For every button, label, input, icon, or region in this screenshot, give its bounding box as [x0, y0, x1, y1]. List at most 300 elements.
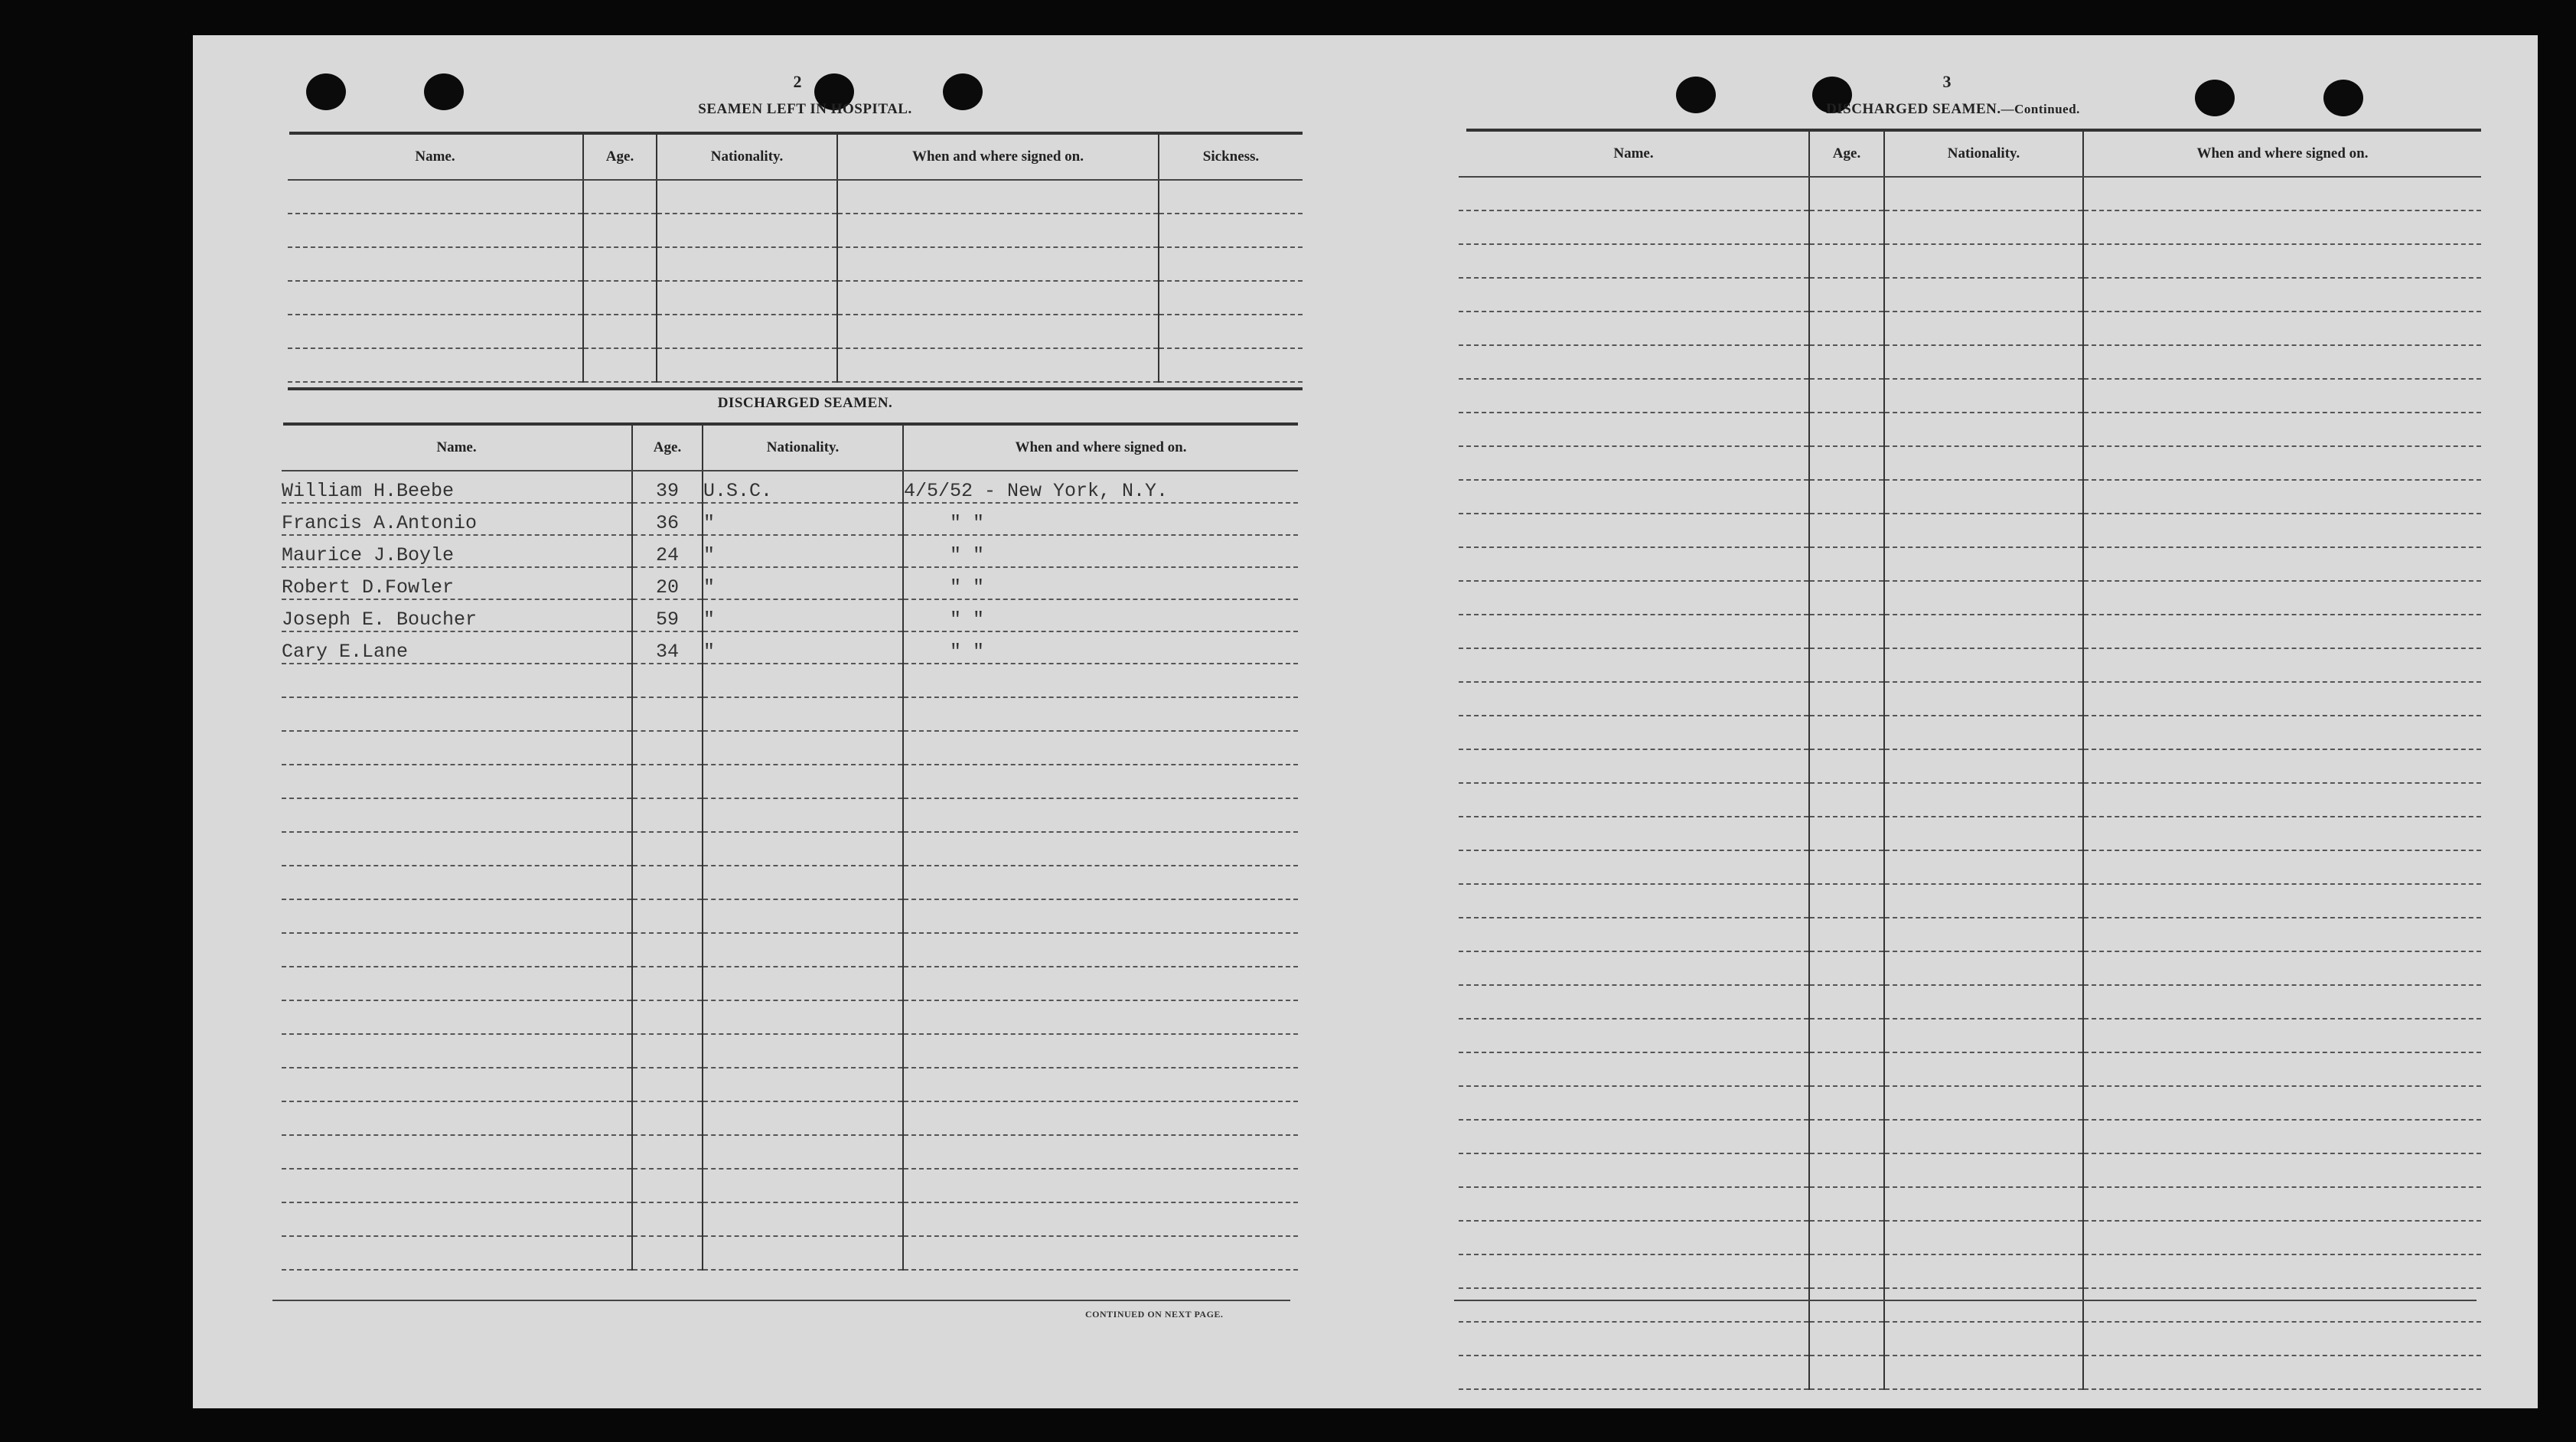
seaman-nationality: "	[703, 631, 903, 664]
blank-cell	[1884, 716, 2083, 749]
blank-cell	[1459, 177, 1809, 210]
blank-cell	[1809, 682, 1884, 716]
blank-row	[282, 967, 1298, 1000]
blank-cell	[1884, 1356, 2083, 1389]
blank-cell	[632, 798, 703, 832]
blank-cell	[1884, 749, 2083, 783]
blank-cell	[1809, 1356, 1884, 1389]
blank-row	[1459, 345, 2481, 379]
blank-cell	[1884, 581, 2083, 615]
seaman-age: 20	[632, 567, 703, 599]
col-header-name: Name.	[282, 426, 632, 471]
table-row	[282, 567, 1298, 599]
blank-cell	[282, 899, 632, 933]
blank-cell	[903, 765, 1298, 798]
blank-row	[1459, 682, 2481, 716]
blank-cell	[837, 180, 1159, 214]
blank-cell	[632, 765, 703, 798]
blank-cell	[2083, 413, 2481, 446]
blank-cell	[1809, 547, 1884, 581]
blank-row	[1459, 312, 2481, 345]
col-header-sickness: Sickness.	[1159, 135, 1303, 180]
blank-cell	[1809, 985, 1884, 1019]
blank-cell	[1459, 244, 1809, 278]
blank-cell	[1459, 514, 1809, 547]
blank-cell	[1459, 1153, 1809, 1187]
blank-cell	[1809, 1086, 1884, 1120]
discharged-section-title: DISCHARGED SEAMEN.	[717, 395, 893, 411]
blank-cell	[1884, 850, 2083, 884]
blank-cell	[1884, 480, 2083, 514]
blank-cell	[703, 1236, 903, 1270]
blank-cell	[2083, 749, 2481, 783]
col-header-nationality: Nationality.	[657, 135, 837, 180]
blank-cell	[1884, 514, 2083, 547]
blank-cell	[703, 1169, 903, 1202]
seaman-signed-on: " "	[903, 599, 1298, 631]
blank-cell	[903, 1169, 1298, 1202]
blank-row	[288, 180, 1303, 214]
seaman-name: William H.Beebe	[282, 471, 632, 503]
blank-row	[282, 832, 1298, 866]
blank-cell	[2083, 581, 2481, 615]
blank-row	[1459, 1322, 2481, 1356]
blank-cell	[2083, 648, 2481, 682]
blank-cell	[903, 1101, 1298, 1135]
blank-cell	[1459, 1288, 1809, 1322]
blank-cell	[1809, 581, 1884, 615]
blank-cell	[657, 315, 837, 348]
blank-row	[1459, 244, 2481, 278]
seaman-signed-on: " "	[903, 503, 1298, 535]
blank-cell	[1459, 210, 1809, 244]
blank-row	[1459, 1052, 2481, 1086]
blank-cell	[1884, 884, 2083, 918]
blank-cell	[1884, 244, 2083, 278]
blank-cell	[632, 933, 703, 967]
blank-cell	[2083, 345, 2481, 379]
blank-cell	[1459, 278, 1809, 312]
blank-row	[288, 348, 1303, 382]
blank-cell	[657, 348, 837, 382]
blank-cell	[282, 866, 632, 899]
blank-row	[288, 281, 1303, 315]
blank-cell	[282, 1202, 632, 1236]
blank-cell	[1459, 1086, 1809, 1120]
blank-cell	[2083, 951, 2481, 985]
blank-cell	[2083, 1288, 2481, 1322]
blank-row	[282, 933, 1298, 967]
punch-hole	[424, 73, 464, 110]
blank-cell	[1884, 985, 2083, 1019]
blank-row	[282, 899, 1298, 933]
blank-row	[282, 1000, 1298, 1034]
punch-hole	[306, 73, 346, 110]
blank-row	[282, 1135, 1298, 1169]
seaman-name: Cary E.Lane	[282, 631, 632, 664]
blank-row	[282, 1068, 1298, 1101]
blank-cell	[1809, 480, 1884, 514]
blank-row	[282, 1202, 1298, 1236]
blank-cell	[2083, 244, 2481, 278]
col-header-name: Name.	[288, 135, 583, 180]
blank-cell	[903, 1135, 1298, 1169]
blank-cell	[1459, 1019, 1809, 1052]
blank-cell	[1809, 951, 1884, 985]
blank-cell	[1459, 480, 1809, 514]
blank-cell	[1459, 413, 1809, 446]
blank-cell	[1809, 716, 1884, 749]
blank-cell	[2083, 1086, 2481, 1120]
blank-cell	[1884, 1052, 2083, 1086]
blank-cell	[282, 967, 632, 1000]
blank-cell	[703, 664, 903, 697]
hospital-table	[288, 135, 1303, 383]
blank-cell	[903, 798, 1298, 832]
seaman-age: 34	[632, 631, 703, 664]
blank-cell	[1809, 1187, 1884, 1221]
blank-cell	[1459, 951, 1809, 985]
blank-cell	[903, 697, 1298, 731]
blank-cell	[288, 214, 583, 247]
blank-cell	[703, 1202, 903, 1236]
blank-cell	[282, 798, 632, 832]
seaman-signed-on: " "	[903, 567, 1298, 599]
blank-cell	[1459, 1322, 1809, 1356]
seaman-age: 36	[632, 503, 703, 535]
blank-cell	[1809, 783, 1884, 817]
blank-cell	[1809, 918, 1884, 951]
table-row	[282, 631, 1298, 664]
blank-cell	[1459, 1221, 1809, 1254]
blank-cell	[288, 247, 583, 281]
blank-cell	[1809, 749, 1884, 783]
blank-cell	[1459, 615, 1809, 648]
blank-cell	[282, 731, 632, 765]
blank-cell	[1884, 177, 2083, 210]
blank-cell	[903, 832, 1298, 866]
blank-cell	[2083, 278, 2481, 312]
blank-cell	[1159, 315, 1303, 348]
col-header-signed-on: When and where signed on.	[903, 426, 1298, 471]
blank-row	[1459, 716, 2481, 749]
blank-cell	[2083, 1120, 2481, 1153]
blank-cell	[2083, 850, 2481, 884]
blank-cell	[583, 214, 657, 247]
blank-cell	[583, 315, 657, 348]
blank-cell	[903, 1000, 1298, 1034]
blank-row	[1459, 648, 2481, 682]
blank-cell	[703, 933, 903, 967]
blank-row	[282, 697, 1298, 731]
blank-cell	[632, 1135, 703, 1169]
blank-cell	[632, 1236, 703, 1270]
blank-row	[282, 664, 1298, 697]
blank-cell	[632, 967, 703, 1000]
blank-cell	[2083, 379, 2481, 413]
blank-cell	[1884, 413, 2083, 446]
blank-cell	[1884, 1322, 2083, 1356]
blank-row	[1459, 446, 2481, 480]
blank-cell	[2083, 177, 2481, 210]
blank-cell	[837, 247, 1159, 281]
blank-cell	[282, 1101, 632, 1135]
scanned-document	[193, 35, 2538, 1408]
blank-cell	[903, 1202, 1298, 1236]
blank-cell	[1884, 1019, 2083, 1052]
blank-cell	[1459, 682, 1809, 716]
seaman-age: 24	[632, 535, 703, 567]
blank-cell	[1459, 783, 1809, 817]
blank-cell	[1809, 514, 1884, 547]
blank-cell	[1459, 817, 1809, 850]
blank-cell	[1884, 918, 2083, 951]
blank-cell	[1809, 210, 1884, 244]
blank-cell	[903, 664, 1298, 697]
blank-row	[1459, 278, 2481, 312]
blank-cell	[1884, 1086, 2083, 1120]
blank-cell	[632, 697, 703, 731]
blank-cell	[703, 697, 903, 731]
blank-cell	[1884, 1221, 2083, 1254]
blank-cell	[1809, 648, 1884, 682]
blank-cell	[288, 281, 583, 315]
blank-cell	[282, 1135, 632, 1169]
blank-cell	[1459, 716, 1809, 749]
blank-cell	[583, 348, 657, 382]
blank-row	[1459, 1254, 2481, 1288]
blank-cell	[2083, 1322, 2481, 1356]
blank-cell	[2083, 1356, 2481, 1389]
blank-cell	[288, 315, 583, 348]
blank-cell	[1459, 581, 1809, 615]
section-rule	[288, 387, 1303, 390]
col-header-nationality: Nationality.	[703, 426, 903, 471]
blank-cell	[1809, 1052, 1884, 1086]
blank-cell	[2083, 446, 2481, 480]
blank-cell	[1809, 278, 1884, 312]
blank-cell	[2083, 480, 2481, 514]
blank-cell	[1809, 446, 1884, 480]
blank-cell	[2083, 312, 2481, 345]
blank-cell	[903, 1068, 1298, 1101]
col-header-signed-on: When and where signed on.	[2083, 132, 2481, 177]
blank-cell	[1884, 1187, 2083, 1221]
blank-row	[288, 214, 1303, 247]
page-left	[193, 35, 1356, 1408]
blank-cell	[1884, 547, 2083, 581]
blank-cell	[1809, 1120, 1884, 1153]
blank-cell	[1809, 1153, 1884, 1187]
hospital-section-title: SEAMEN LEFT IN HOSPITAL.	[698, 101, 912, 117]
blank-cell	[282, 1068, 632, 1101]
blank-cell	[583, 247, 657, 281]
blank-cell	[2083, 210, 2481, 244]
blank-cell	[703, 798, 903, 832]
blank-cell	[1159, 247, 1303, 281]
blank-row	[1459, 817, 2481, 850]
blank-cell	[1809, 345, 1884, 379]
footer-rule	[272, 1300, 1290, 1301]
blank-row	[1459, 581, 2481, 615]
col-header-nationality: Nationality.	[1884, 132, 2083, 177]
blank-cell	[1884, 1153, 2083, 1187]
blank-cell	[1884, 1120, 2083, 1153]
blank-cell	[2083, 1153, 2481, 1187]
page-right	[1356, 35, 2538, 1408]
blank-cell	[657, 281, 837, 315]
blank-row	[1459, 985, 2481, 1019]
blank-cell	[703, 1034, 903, 1068]
blank-cell	[1459, 850, 1809, 884]
blank-cell	[1809, 413, 1884, 446]
blank-cell	[903, 731, 1298, 765]
blank-row	[282, 1169, 1298, 1202]
discharged-continued-title	[1754, 101, 2152, 118]
blank-cell	[2083, 884, 2481, 918]
blank-row	[1459, 210, 2481, 244]
blank-cell	[632, 1000, 703, 1034]
discharged-table	[282, 426, 1298, 1271]
blank-cell	[1809, 177, 1884, 210]
blank-cell	[703, 731, 903, 765]
table-row	[282, 471, 1298, 503]
blank-cell	[1884, 379, 2083, 413]
seaman-name: Robert D.Fowler	[282, 567, 632, 599]
page-number: 3	[1942, 72, 1952, 91]
blank-cell	[703, 1068, 903, 1101]
blank-cell	[288, 180, 583, 214]
blank-cell	[632, 832, 703, 866]
blank-cell	[1884, 278, 2083, 312]
blank-row	[1459, 783, 2481, 817]
blank-cell	[1884, 682, 2083, 716]
col-header-age: Age.	[632, 426, 703, 471]
blank-cell	[1809, 379, 1884, 413]
blank-cell	[1459, 985, 1809, 1019]
blank-cell	[632, 899, 703, 933]
blank-cell	[1809, 1221, 1884, 1254]
blank-cell	[1809, 1322, 1884, 1356]
blank-row	[282, 1101, 1298, 1135]
blank-row	[1459, 951, 2481, 985]
blank-cell	[1809, 817, 1884, 850]
blank-cell	[2083, 783, 2481, 817]
seaman-age: 39	[632, 471, 703, 503]
blank-cell	[837, 214, 1159, 247]
blank-cell	[703, 899, 903, 933]
blank-cell	[282, 1034, 632, 1068]
discharged-continued-table	[1459, 132, 2481, 1390]
blank-cell	[1809, 312, 1884, 345]
blank-row	[1459, 547, 2481, 581]
blank-cell	[632, 866, 703, 899]
col-header-age: Age.	[1809, 132, 1884, 177]
blank-row	[1459, 615, 2481, 648]
blank-cell	[1884, 783, 2083, 817]
blank-row	[1459, 480, 2481, 514]
blank-row	[282, 765, 1298, 798]
blank-cell	[1459, 1356, 1809, 1389]
blank-cell	[1459, 1120, 1809, 1153]
blank-row	[1459, 1153, 2481, 1187]
blank-cell	[2083, 1052, 2481, 1086]
col-header-signed-on: When and where signed on.	[837, 135, 1159, 180]
blank-cell	[2083, 1187, 2481, 1221]
blank-cell	[2083, 682, 2481, 716]
blank-row	[288, 247, 1303, 281]
blank-cell	[1884, 446, 2083, 480]
blank-cell	[2083, 514, 2481, 547]
blank-cell	[1884, 312, 2083, 345]
blank-row	[282, 866, 1298, 899]
blank-cell	[632, 1169, 703, 1202]
blank-cell	[1459, 379, 1809, 413]
blank-cell	[703, 866, 903, 899]
col-header-name: Name.	[1459, 132, 1809, 177]
blank-cell	[1884, 648, 2083, 682]
blank-cell	[1459, 1254, 1809, 1288]
blank-cell	[282, 832, 632, 866]
blank-row	[1459, 177, 2481, 210]
blank-cell	[1884, 1288, 2083, 1322]
blank-cell	[903, 1034, 1298, 1068]
blank-cell	[1809, 1254, 1884, 1288]
seaman-nationality: "	[703, 535, 903, 567]
blank-row	[282, 1236, 1298, 1270]
blank-cell	[903, 866, 1298, 899]
blank-cell	[282, 933, 632, 967]
blank-cell	[837, 348, 1159, 382]
blank-cell	[1459, 312, 1809, 345]
blank-cell	[1159, 214, 1303, 247]
punch-hole	[1676, 77, 1716, 113]
blank-row	[1459, 850, 2481, 884]
blank-cell	[632, 1101, 703, 1135]
table-row	[282, 503, 1298, 535]
blank-cell	[2083, 547, 2481, 581]
blank-cell	[1459, 918, 1809, 951]
blank-cell	[903, 1236, 1298, 1270]
blank-cell	[1459, 446, 1809, 480]
blank-row	[1459, 1120, 2481, 1153]
blank-cell	[703, 832, 903, 866]
blank-cell	[583, 281, 657, 315]
blank-cell	[632, 1202, 703, 1236]
punch-hole	[2195, 80, 2235, 116]
blank-row	[1459, 1356, 2481, 1389]
blank-cell	[1809, 1288, 1884, 1322]
blank-cell	[1459, 1187, 1809, 1221]
blank-cell	[657, 247, 837, 281]
blank-cell	[1884, 615, 2083, 648]
blank-row	[1459, 749, 2481, 783]
blank-cell	[2083, 1019, 2481, 1052]
seaman-name: Joseph E. Boucher	[282, 599, 632, 631]
blank-cell	[2083, 716, 2481, 749]
blank-row	[1459, 918, 2481, 951]
title-suffix: —Continued.	[2000, 102, 2080, 116]
blank-cell	[703, 1000, 903, 1034]
blank-cell	[2083, 1221, 2481, 1254]
blank-cell	[1459, 884, 1809, 918]
blank-cell	[657, 180, 837, 214]
blank-cell	[1459, 547, 1809, 581]
blank-cell	[1459, 1052, 1809, 1086]
blank-row	[1459, 1187, 2481, 1221]
blank-cell	[583, 180, 657, 214]
blank-row	[1459, 1221, 2481, 1254]
